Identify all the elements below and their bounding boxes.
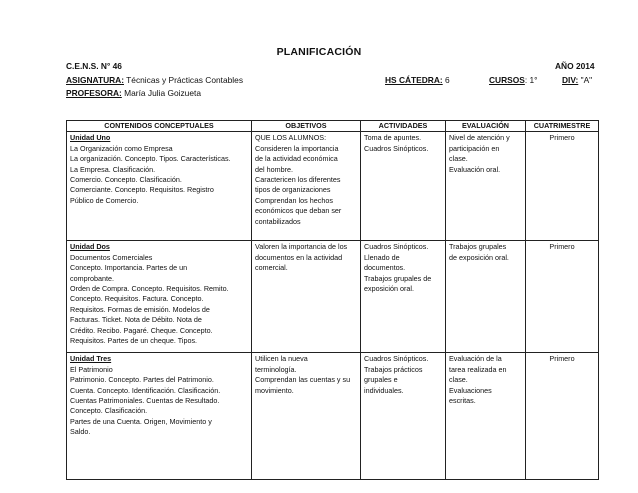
division-label: DIV: (562, 75, 579, 85)
objetivo-line: de la actividad económica (255, 154, 338, 164)
actividad-line: exposición oral. (364, 284, 414, 294)
profesora-value: María Julia Goizueta (121, 88, 201, 98)
objetivos-cell (252, 132, 361, 241)
profesora-label: PROFESORA: (66, 88, 122, 98)
header-contenidos: CONTENIDOS CONCEPTUALES (67, 121, 252, 132)
objetivo-line: comercial. (255, 263, 288, 273)
actividad-line: individuales. (364, 385, 404, 395)
table-row (67, 241, 599, 353)
evaluacion-line: Evaluaciones (449, 385, 492, 395)
document-title: PLANIFICACIÓN (276, 46, 362, 58)
contenido-line: Requisitos. Formas de emisión. Modelos de (70, 304, 210, 314)
cuatrimestre-cell: Primero (526, 353, 599, 480)
unit-title: Unidad Dos (70, 242, 110, 252)
evaluacion-line: participación en (449, 143, 500, 153)
contenido-line: Orden de Compra. Concepto. Requisitos. Remito. (70, 284, 229, 294)
school-name: C.E.N.S. N° 46 (66, 61, 122, 71)
evaluacion-line: tarea realizada en (449, 364, 507, 374)
contenido-line: Crédito. Recibo. Pagaré. Cheque. Concepto. (70, 325, 213, 335)
hs-catedra-label: HS CÁTEDRA: (385, 75, 443, 85)
cuatrimestre-cell: Primero (526, 132, 599, 241)
actividad-line: grupales e (364, 375, 398, 385)
hs-catedra-line (385, 74, 450, 86)
unit-title: Unidad Tres (70, 354, 112, 364)
evaluacion-line: clase. (449, 154, 468, 164)
contenido-line: Concepto. Importancia. Partes de un (70, 263, 188, 273)
actividades-cell (361, 241, 446, 353)
actividades-cell (361, 353, 446, 480)
objetivo-line: Valoren la importancia de los (255, 242, 348, 252)
contenido-line: Requisitos. Partes de un cheque. Tipos. (70, 336, 198, 346)
objetivo-line: Caractericen los diferentes (255, 175, 341, 185)
objetivo-line: terminología. (255, 364, 297, 374)
objetivo-line: contabilizados (255, 216, 301, 226)
objetivo-line: movimiento. (255, 385, 294, 395)
header-actividades: ACTIVIDADES (361, 121, 446, 132)
evaluacion-cell (446, 353, 526, 480)
actividad-line: documentos. (364, 263, 406, 273)
table-row (67, 353, 599, 480)
evaluacion-cell (446, 241, 526, 353)
objetivo-line: Utilicen la nueva (255, 354, 308, 364)
actividad-line: Cuadros Sinópticos. (364, 143, 429, 153)
contenido-line: Público de Comercio. (70, 195, 139, 205)
contenido-line: Patrimonio. Concepto. Partes del Patrimonio. (70, 375, 214, 385)
asignatura-line (66, 74, 243, 86)
evaluacion-line: de exposición oral. (449, 252, 509, 262)
contenido-line: Documentos Comerciales (70, 252, 153, 262)
contenido-line: Saldo. (70, 427, 91, 437)
contenido-line: Cuenta. Concepto. Identificación. Clasificación. (70, 385, 221, 395)
asignatura-label: ASIGNATURA: (66, 75, 124, 85)
cuatrimestre-cell: Primero (526, 241, 599, 353)
contenido-line: Concepto. Clasificación. (70, 406, 148, 416)
table-row (67, 132, 599, 241)
contenidos-cell (67, 241, 252, 353)
actividad-line: Trabajos prácticos (364, 364, 423, 374)
evaluacion-line: Evaluación de la (449, 354, 502, 364)
header-cuatrimestre: CUATRIMESTRE (526, 121, 599, 132)
actividades-cell (361, 132, 446, 241)
contenido-line: Cuentas Patrimoniales. Cuentas de Resultado. (70, 396, 220, 406)
objetivo-line: económicos que deban ser (255, 206, 342, 216)
actividad-line: Cuadros Sinópticos. (364, 354, 429, 364)
cursos-label: CURSOS (489, 75, 525, 85)
evaluacion-line: Evaluación oral. (449, 164, 501, 174)
objetivo-line: del hombre. (255, 164, 293, 174)
contenido-line: La Empresa. Clasificación. (70, 164, 156, 174)
objetivo-line: Consideren la importancia (255, 143, 339, 153)
objetivo-line: tipos de organizaciones (255, 185, 331, 195)
hs-catedra-value: 6 (442, 75, 450, 85)
asignatura-value: Técnicas y Prácticas Contables (124, 75, 244, 85)
division-value: "A" (578, 75, 593, 85)
actividad-line: Trabajos grupales de (364, 273, 432, 283)
contenido-line: La organización. Concepto. Tipos. Características. (70, 154, 231, 164)
cursos-line (489, 74, 538, 86)
year-label: AÑO 2014 (555, 61, 595, 71)
contenidos-cell (67, 353, 252, 480)
evaluacion-line: Trabajos grupales (449, 242, 507, 252)
evaluacion-line: clase. (449, 375, 468, 385)
planning-table (66, 120, 599, 480)
actividad-line: Toma de apuntes. (364, 133, 422, 143)
contenido-line: El Patrimonio (70, 364, 113, 374)
contenido-line: Concepto. Requisitos. Factura. Concepto. (70, 294, 204, 304)
evaluacion-line: escritas. (449, 396, 476, 406)
objetivo-line: QUE LOS ALUMNOS: (255, 133, 327, 143)
contenido-line: Comerciante. Concepto. Requisitos. Registro (70, 185, 214, 195)
division-line (562, 74, 592, 86)
actividad-line: Cuadros Sinópticos. (364, 242, 429, 252)
unit-title: Unidad Uno (70, 133, 111, 143)
contenidos-cell (67, 132, 252, 241)
header-objetivos: OBJETIVOS (252, 121, 361, 132)
contenido-line: Comercio. Concepto. Clasificación. (70, 175, 182, 185)
evaluacion-line: Nivel de atención y (449, 133, 510, 143)
cursos-value: : 1° (524, 75, 538, 85)
contenido-line: Partes de una Cuenta. Origen, Movimiento y (70, 416, 212, 426)
objetivos-cell (252, 353, 361, 480)
profesora-line (66, 87, 201, 99)
contenido-line: comprobante. (70, 273, 114, 283)
evaluacion-cell (446, 132, 526, 241)
objetivos-cell (252, 241, 361, 353)
header-evaluacion: EVALUACIÓN (446, 121, 526, 132)
contenido-line: La Organización como Empresa (70, 143, 173, 153)
contenido-line: Facturas. Ticket. Nota de Débito. Nota de (70, 315, 202, 325)
objetivo-line: documentos en la actividad (255, 252, 343, 262)
actividad-line: Llenado de (364, 252, 400, 262)
objetivo-line: Comprendan las cuentas y su (255, 375, 351, 385)
objetivo-line: Comprendan los hechos (255, 195, 333, 205)
table-header-row (67, 121, 599, 132)
